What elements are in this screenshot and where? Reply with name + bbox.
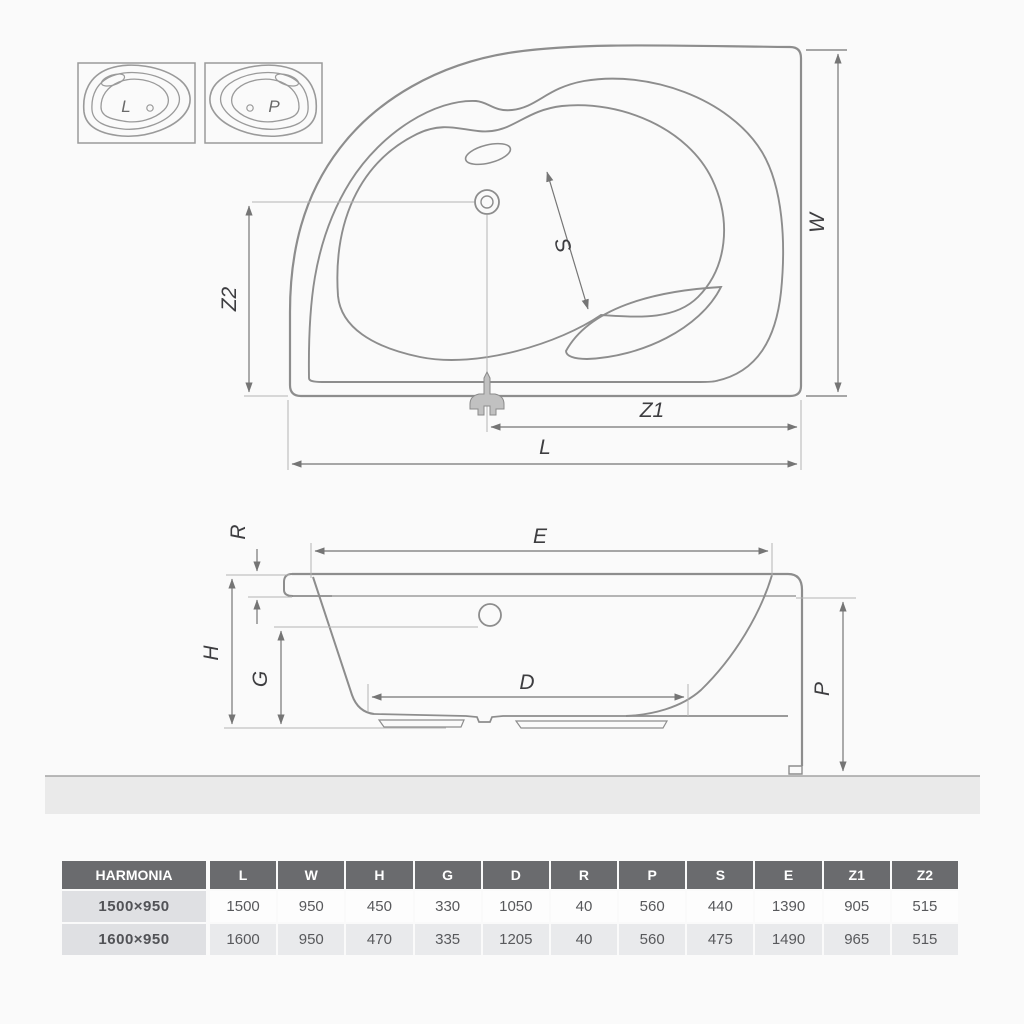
- table-cell: 515: [892, 924, 958, 955]
- dim-z2: [244, 202, 474, 396]
- front-slant-wall: [313, 577, 374, 714]
- base-pad-left: [379, 720, 464, 727]
- table-cell: 950: [278, 891, 344, 922]
- top-view: [218, 45, 847, 470]
- rim-top-line: [292, 574, 802, 590]
- table-cell: 475: [687, 924, 753, 955]
- dim-label-l: L: [539, 436, 551, 459]
- base-pad-right: [516, 721, 667, 728]
- table-cell: 40: [551, 891, 617, 922]
- table-cell: 1490: [755, 924, 821, 955]
- overflow-hole: [479, 604, 501, 626]
- table-cell: 515: [892, 891, 958, 922]
- table-header-cell: Z2: [892, 861, 958, 889]
- table-header-cell: W: [278, 861, 344, 889]
- table-cell: 1390: [755, 891, 821, 922]
- table-cell: 40: [551, 924, 617, 955]
- table-header-cell: S: [687, 861, 753, 889]
- thumbnail-right-label: P: [268, 97, 280, 116]
- dim-label-p: P: [811, 681, 834, 697]
- table-cell: 335: [415, 924, 481, 955]
- table-header-cell: L: [210, 861, 276, 889]
- table-cell: 440: [687, 891, 753, 922]
- floor-band: [45, 776, 980, 814]
- table-cell: 560: [619, 891, 685, 922]
- dim-label-w: W: [806, 213, 829, 233]
- rim-left-cap: [284, 574, 332, 596]
- dim-label-g: G: [249, 670, 272, 688]
- dim-label-h: H: [200, 645, 223, 661]
- table-header-cell: R: [551, 861, 617, 889]
- dim-label-d: D: [519, 671, 535, 694]
- table-cell: 950: [278, 924, 344, 955]
- thumbnail-right-variant: [205, 63, 322, 143]
- table-header-cell: H: [346, 861, 412, 889]
- table-model-cell: 1500×950: [62, 891, 206, 922]
- table-cell: 965: [824, 924, 890, 955]
- tub-inner-rim: [309, 79, 783, 382]
- variant-thumbnails: [78, 63, 322, 143]
- dim-l: [288, 400, 797, 470]
- table-cell: 330: [415, 891, 481, 922]
- table-cell: 1205: [483, 924, 549, 955]
- table-model-cell: 1600×950: [62, 924, 206, 955]
- apron-foot: [789, 766, 802, 774]
- table-cell: 1050: [483, 891, 549, 922]
- table-header-cell: Z1: [824, 861, 890, 889]
- table-cell: 905: [824, 891, 890, 922]
- table-cell: 1600: [210, 924, 276, 955]
- dim-label-z1: Z1: [639, 399, 665, 422]
- dim-label-e: E: [532, 525, 548, 548]
- tub-well-outline: [337, 105, 724, 360]
- side-view: [200, 524, 856, 774]
- thumbnail-left-label: L: [121, 97, 131, 116]
- headrest-oval: [464, 140, 513, 169]
- table-cell: 1500: [210, 891, 276, 922]
- table-cell: 560: [619, 924, 685, 955]
- table-header-brand: HARMONIA: [62, 861, 206, 889]
- table-cell: 470: [346, 924, 412, 955]
- table-header-cell: D: [483, 861, 549, 889]
- table-header-cell: G: [415, 861, 481, 889]
- dim-label-r: R: [227, 524, 250, 540]
- dim-label-z2: Z2: [218, 286, 241, 312]
- table-cell: 450: [346, 891, 412, 922]
- table-header-cell: P: [619, 861, 685, 889]
- dim-label-s: S: [549, 235, 576, 256]
- thumbnail-left-variant: [78, 63, 195, 143]
- drain-icon: [475, 190, 499, 214]
- dimension-table: [62, 861, 958, 955]
- table-header-cell: E: [755, 861, 821, 889]
